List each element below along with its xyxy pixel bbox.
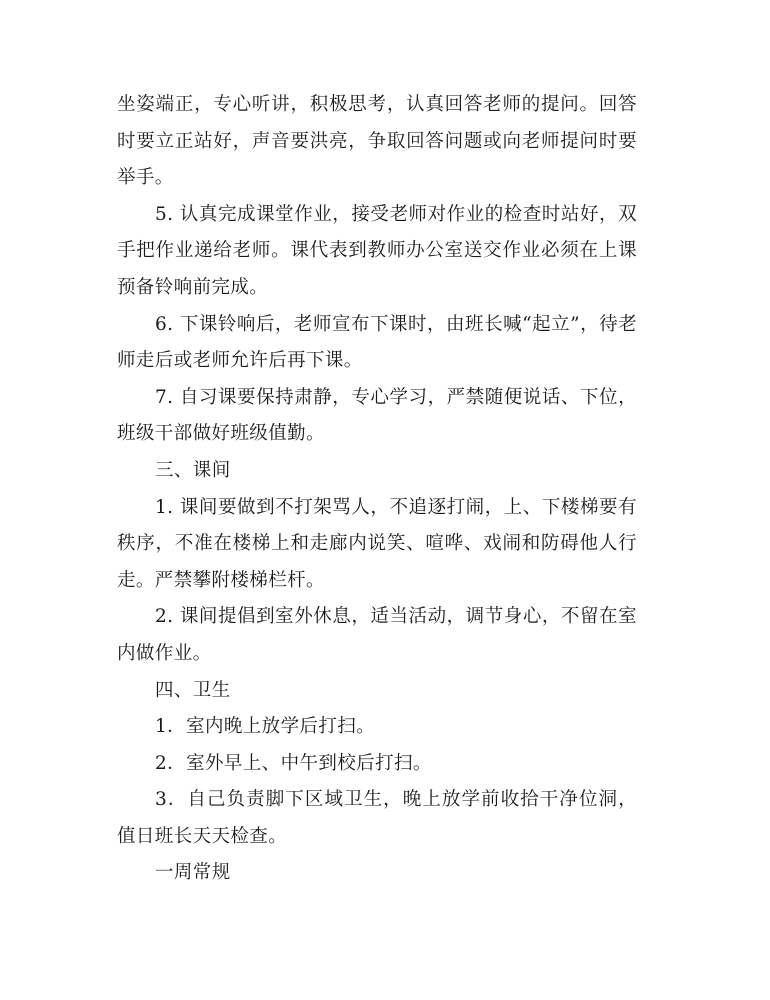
paragraph-hygiene-rule-3: 3．自己负责脚下区域卫生，晚上放学前收拾干净位洞，值日班长天天检查。: [117, 789, 637, 847]
section-heading-weekly-routine: 一周常规: [155, 862, 231, 884]
paragraph-break-rule-2: 2. 课间提倡到室外休息，适当活动，调节身心，不留在室内做作业。: [117, 606, 637, 664]
section-heading-hygiene: 四、卫生: [155, 679, 231, 701]
paragraph-seated-posture: 坐姿端正，专心听讲，积极思考，认真回答老师的提问。回答时要立正站好，声音要洪亮，争取回答问题或向老师提问时要举手。: [117, 94, 637, 189]
section-heading-break-time: 三、课间: [155, 459, 231, 481]
paragraph-rule-7-self-study: 7. 自习课要保持肃静，专心学习，严禁随便说话、下位，班级干部做好班级值勤。: [117, 386, 637, 445]
paragraph-break-rule-1: 1. 课间要做到不打架骂人，不追逐打闹，上、下楼梯要有秩序，不准在楼梯上和走廊内说笑、喧哗、戏闹和防碍他人行走。严禁攀附楼梯栏杆。: [117, 496, 637, 591]
paragraph-hygiene-rule-1: 1．室内晚上放学后打扫。: [155, 716, 376, 738]
paragraph-hygiene-rule-2: 2．室外早上、中午到校后打扫。: [155, 752, 432, 774]
paragraph-rule-5-classwork: 5. 认真完成课堂作业，接受老师对作业的检查时站好，双手把作业递给老师。课代表到教师办公室送交作业必须在上课预备铃响前完成。: [117, 203, 637, 298]
document-page: [117, 87, 637, 892]
paragraph-rule-6-dismissal: 6. 下课铃响后，老师宣布下课时，由班长喊“起立”，待老师走后或老师允许后再下课。: [117, 313, 637, 372]
